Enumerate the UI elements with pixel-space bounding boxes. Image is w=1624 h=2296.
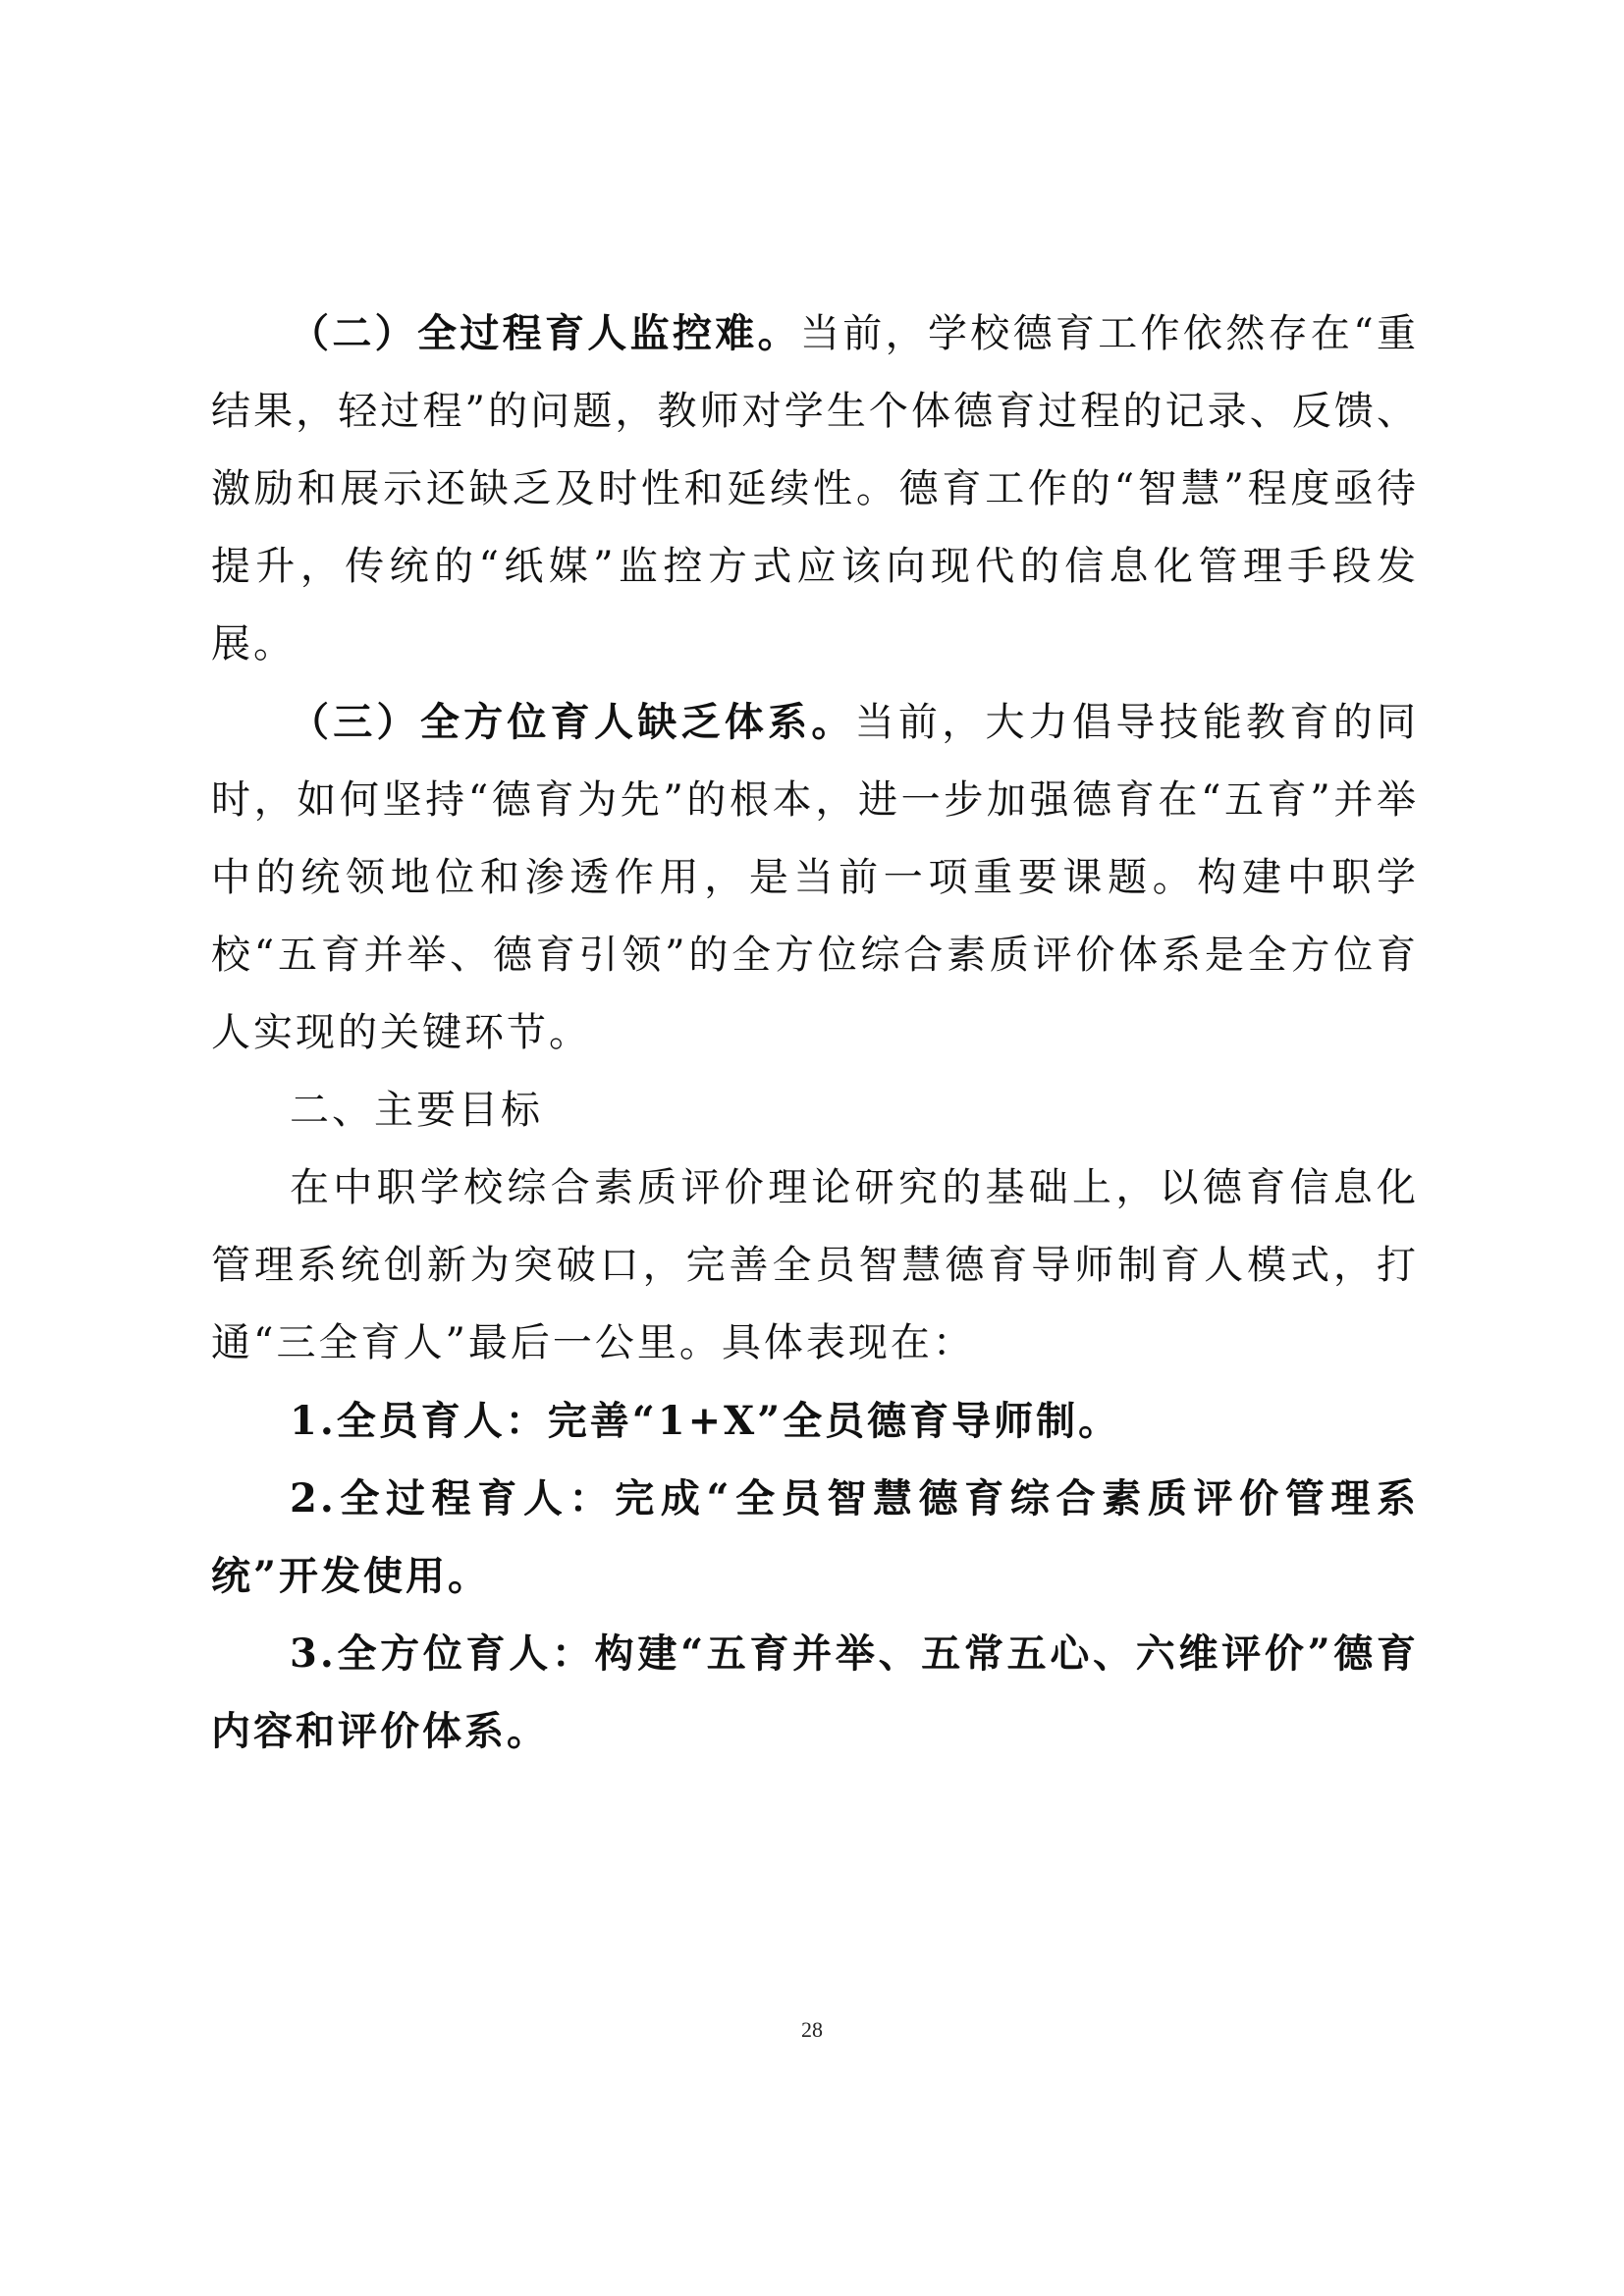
goal-item: 2.全过程育人：完成“全员智慧德育综合素质评价管理系统”开发使用。 (211, 1475, 1419, 1599)
document-body (211, 294, 1419, 1770)
paragraph-lead: （三）全方位育人缺乏体系。 (290, 699, 855, 745)
paragraph-all-round-system (211, 683, 1419, 1072)
goal-item: 1.全员育人：完善“1+X”全员德育导师制。 (290, 1398, 1121, 1444)
paragraph-process-monitoring (211, 294, 1419, 683)
goal-item: 3.全方位育人：构建“五育并举、五常五心、六维评价”德育内容和评价体系。 (211, 1630, 1419, 1754)
paragraph-lead: （二）全过程育人监控难。 (290, 310, 800, 356)
paragraph-text: 当前，学校德育工作依然存在“重结果，轻过程”的问题，教师对学生个体德育过程的记录、反馈、激励和展示还缺乏及时性和延续性。德育工作的“智慧”程度亟待提升，传统的“纸媒”监控方式应该向现代的信息化管理手段发展。 (211, 311, 1420, 667)
paragraph-text: 当前，大力倡导技能教育的同时，如何坚持“德育为先”的根本，进一步加强德育在“五育”并举中的统领地位和渗透作用，是当前一项重要课题。构建中职学校“五育并举、德育引领”的全方位综合素质评价体系是全方位育人实现的关键环节。 (211, 700, 1420, 1055)
section-heading: 二、主要目标 (290, 1088, 543, 1133)
section-intro: 在中职学校综合素质评价理论研究的基础上，以德育信息化管理系统创新为突破口，完善全员智慧德育导师制育人模式，打通“三全育人”最后一公里。具体表现在： (211, 1165, 1419, 1365)
page-number: 28 (801, 2017, 823, 2042)
